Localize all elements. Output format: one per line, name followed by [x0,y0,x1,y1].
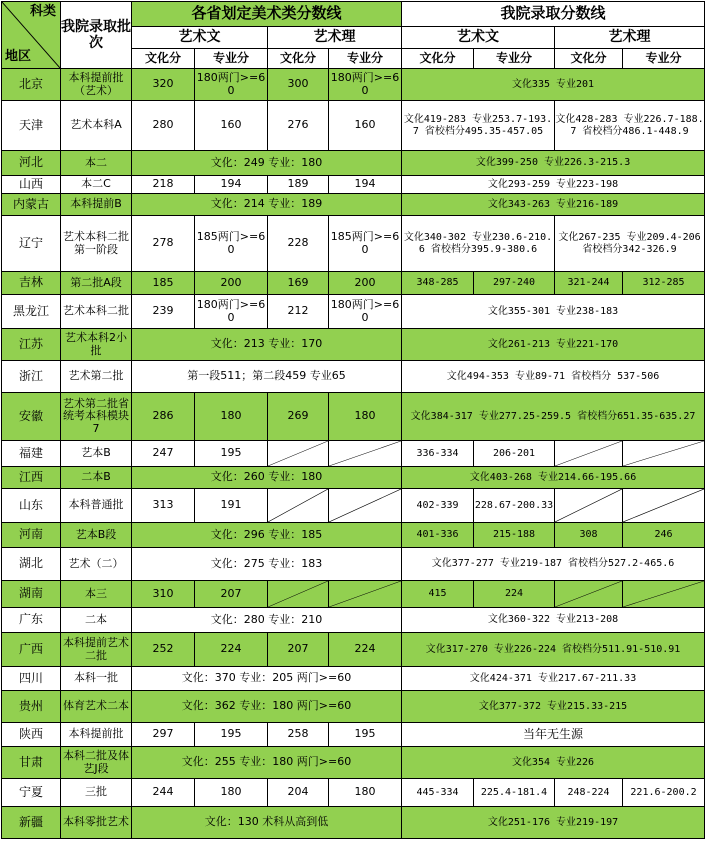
college-score-cell: 当年无生源 [402,723,705,747]
college-score-cell: 225.4-181.4 [474,779,555,807]
score-cell: 224 [329,633,402,667]
province-cell: 山东 [2,489,61,523]
college-score-cell: 文化419-283 专业253.7-193.7 省校档分495.35-457.05 [402,101,555,151]
score-cell: 310 [132,581,195,608]
table-row [2,176,705,194]
score-cell: 313 [132,489,195,523]
empty-cell [555,581,623,608]
left-arts-li-header: 艺术理 [268,27,402,49]
college-score-cell: 246 [623,523,705,548]
province-cell: 辽宁 [2,216,61,272]
score-cell: 160 [195,101,268,151]
score-cell: 224 [195,633,268,667]
college-score-cell: 文化251-176 专业219-197 [402,807,705,839]
table-row [2,633,705,667]
batch-cell: 艺术第二批省统考本科模块7 [61,393,132,441]
table-row [2,747,705,779]
college-score-cell: 415 [402,581,474,608]
score-cell: 247 [132,441,195,467]
batch-cell: 本科提前批（艺术） [61,69,132,101]
score-cell: 185两门>=60 [329,216,402,272]
score-cell: 212 [268,295,329,329]
corner-top-label: 科类 [29,4,56,19]
score-cell: 文化：213 专业：170 [132,329,402,361]
college-score-cell: 文化399-250 专业226.3-215.3 [402,151,705,176]
province-cell: 广东 [2,608,61,633]
province-cell: 陕西 [2,723,61,747]
batch-cell: 本科提前艺术二批 [61,633,132,667]
score-cell: 269 [268,393,329,441]
college-score-cell: 312-285 [623,272,705,295]
score-cell: 286 [132,393,195,441]
college-score-cell: 221.6-200.2 [623,779,705,807]
score-cell: 第一段511；第二段459 专业65 [132,361,402,393]
score-cell: 200 [195,272,268,295]
college-score-cell: 文化317-270 专业226-224 省校档分511.91-510.91 [402,633,705,667]
batch-cell: 本科提前批 [61,723,132,747]
batch-cell: 本科二批及体艺J段 [61,747,132,779]
score-cell: 180两门>=60 [329,295,402,329]
college-score-cell: 文化377-277 专业219-187 省校档分527.2-465.6 [402,548,705,581]
score-cell: 207 [268,633,329,667]
college-score-cell: 248-224 [555,779,623,807]
province-cell: 吉林 [2,272,61,295]
empty-cell [268,581,329,608]
empty-cell [268,489,329,523]
college-score-cell: 文化340-302 专业230.6-210.6 省校档分395.9-380.6 [402,216,555,272]
table-row [2,69,705,101]
culture-header: 文化分 [132,49,195,69]
province-cell: 江苏 [2,329,61,361]
corner-bottom-label: 地区 [5,49,32,65]
college-score-cell: 206-201 [474,441,555,467]
batch-cell: 本二C [61,176,132,194]
batch-cell: 艺本B [61,441,132,467]
table-row [2,216,705,272]
batch-column-header: 我院录取批次 [61,2,132,69]
province-cell: 安徽 [2,393,61,441]
province-line-header: 各省划定美术类分数线 [132,2,402,27]
college-score-cell: 215-188 [474,523,555,548]
batch-cell: 艺术本科二批第一阶段 [61,216,132,272]
score-cell: 239 [132,295,195,329]
province-cell: 湖北 [2,548,61,581]
batch-cell: 艺术本科A [61,101,132,151]
score-cell: 200 [329,272,402,295]
province-cell: 河北 [2,151,61,176]
batch-cell: 本科零批艺术 [61,807,132,839]
college-score-cell: 文化343-263 专业216-189 [402,194,705,216]
right-arts-wen-header: 艺术文 [402,27,555,49]
score-cell: 228 [268,216,329,272]
college-score-cell: 文化267-235 专业209.4-206 省校档分342-326.9 [555,216,705,272]
college-score-cell: 文化293-259 专业223-198 [402,176,705,194]
college-score-cell: 224 [474,581,555,608]
college-score-cell: 文化261-213 专业221-170 [402,329,705,361]
right-arts-li-header: 艺术理 [555,27,705,49]
table-row [2,194,705,216]
college-score-cell: 文化377-372 专业215.33-215 [402,691,705,723]
batch-cell: 本科普通批 [61,489,132,523]
left-arts-wen-header: 艺术文 [132,27,268,49]
culture-header: 文化分 [555,49,623,69]
province-cell: 湖南 [2,581,61,608]
score-cell: 160 [329,101,402,151]
score-cell: 文化：255 专业：180 两门>=60 [132,747,402,779]
score-cell: 191 [195,489,268,523]
batch-cell: 本二 [61,151,132,176]
province-cell: 天津 [2,101,61,151]
score-cell: 180 [329,393,402,441]
college-line-header: 我院录取分数线 [402,2,705,27]
empty-cell [623,489,705,523]
score-cell: 文化：362 专业：180 两门>=60 [132,691,402,723]
table-row [2,272,705,295]
province-cell: 广西 [2,633,61,667]
province-cell: 北京 [2,69,61,101]
college-score-cell: 402-339 [402,489,474,523]
table-row [2,151,705,176]
score-cell: 169 [268,272,329,295]
score-cell: 180两门>=60 [195,69,268,101]
empty-cell [329,441,402,467]
score-cell: 文化：214 专业：189 [132,194,402,216]
table-row [2,361,705,393]
province-cell: 新疆 [2,807,61,839]
table-row [2,807,705,839]
college-score-cell: 文化428-283 专业226.7-188.7 省校档分486.1-448.9 [555,101,705,151]
culture-header: 文化分 [268,49,329,69]
province-cell: 福建 [2,441,61,467]
empty-cell [623,441,705,467]
province-cell: 浙江 [2,361,61,393]
culture-header: 文化分 [402,49,474,69]
score-cell: 文化：130 术科从高到低 [132,807,402,839]
batch-cell: 本三 [61,581,132,608]
score-sheet [0,1,705,855]
batch-cell: 体育艺术二本 [61,691,132,723]
college-score-cell: 文化384-317 专业277.25-259.5 省校档分651.35-635.27 [402,393,705,441]
score-cell: 文化：280 专业：210 [132,608,402,633]
batch-cell: 本科提前B [61,194,132,216]
batch-cell: 艺术本科二批 [61,295,132,329]
score-cell: 278 [132,216,195,272]
province-cell: 河南 [2,523,61,548]
score-cell: 195 [329,723,402,747]
batch-cell: 二本B [61,467,132,489]
table-row [2,467,705,489]
batch-cell: 第二批A段 [61,272,132,295]
score-cell: 194 [195,176,268,194]
table-row [2,608,705,633]
batch-cell: 艺术第二批 [61,361,132,393]
province-cell: 贵州 [2,691,61,723]
major-header: 专业分 [623,49,705,69]
empty-cell [555,441,623,467]
score-cell: 194 [329,176,402,194]
province-cell: 内蒙古 [2,194,61,216]
empty-cell [268,441,329,467]
score-cell: 207 [195,581,268,608]
score-cell: 252 [132,633,195,667]
score-cell: 180两门>=60 [329,69,402,101]
table-row [2,441,705,467]
batch-cell: 二本 [61,608,132,633]
score-cell: 文化：260 专业：180 [132,467,402,489]
empty-cell [329,581,402,608]
score-cell: 文化：296 专业：185 [132,523,402,548]
corner-header [2,2,61,69]
table-row [2,295,705,329]
score-cell: 280 [132,101,195,151]
table-row [2,548,705,581]
batch-cell: 三批 [61,779,132,807]
empty-cell [555,489,623,523]
score-cell: 320 [132,69,195,101]
empty-cell [623,581,705,608]
score-cell: 185两门>=60 [195,216,268,272]
province-cell: 四川 [2,667,61,691]
college-score-cell: 文化494-353 专业89-71 省校档分 537-506 [402,361,705,393]
score-cell: 180 [329,779,402,807]
college-score-cell: 文化360-322 专业213-208 [402,608,705,633]
admission-score-table [1,1,705,839]
table-row [2,523,705,548]
province-cell: 黑龙江 [2,295,61,329]
province-cell: 山西 [2,176,61,194]
college-score-cell: 文化355-301 专业238-183 [402,295,705,329]
score-cell: 218 [132,176,195,194]
college-score-cell: 文化403-268 专业214.66-195.66 [402,467,705,489]
table-row [2,581,705,608]
college-score-cell: 321-244 [555,272,623,295]
score-cell: 180 [195,779,268,807]
college-score-cell: 348-285 [402,272,474,295]
batch-cell: 艺本B段 [61,523,132,548]
empty-cell [329,489,402,523]
major-header: 专业分 [474,49,555,69]
college-score-cell: 445-334 [402,779,474,807]
score-cell: 204 [268,779,329,807]
major-header: 专业分 [329,49,402,69]
table-row [2,393,705,441]
score-cell: 195 [195,723,268,747]
score-cell: 258 [268,723,329,747]
table-row [2,779,705,807]
score-cell: 244 [132,779,195,807]
province-cell: 江西 [2,467,61,489]
province-cell: 甘肃 [2,747,61,779]
table-row [2,489,705,523]
batch-cell: 艺术（二） [61,548,132,581]
table-row [2,723,705,747]
college-score-cell: 文化424-371 专业217.67-211.33 [402,667,705,691]
score-cell: 180 [195,393,268,441]
major-header: 专业分 [195,49,268,69]
college-score-cell: 297-240 [474,272,555,295]
college-score-cell: 文化335 专业201 [402,69,705,101]
batch-cell: 本科一批 [61,667,132,691]
score-cell: 文化：275 专业：183 [132,548,402,581]
college-score-cell: 文化354 专业226 [402,747,705,779]
score-cell: 297 [132,723,195,747]
table-row [2,667,705,691]
college-score-cell: 401-336 [402,523,474,548]
table-row [2,691,705,723]
score-cell: 300 [268,69,329,101]
college-score-cell: 228.67-200.33 [474,489,555,523]
score-cell: 185 [132,272,195,295]
score-cell: 189 [268,176,329,194]
score-cell: 195 [195,441,268,467]
score-cell: 180两门>=60 [195,295,268,329]
province-cell: 宁夏 [2,779,61,807]
score-cell: 文化：370 专业：205 两门>=60 [132,667,402,691]
score-cell: 文化：249 专业：180 [132,151,402,176]
score-cell: 276 [268,101,329,151]
college-score-cell: 308 [555,523,623,548]
table-row [2,329,705,361]
college-score-cell: 336-334 [402,441,474,467]
batch-cell: 艺术本科2小批 [61,329,132,361]
table-row [2,101,705,151]
